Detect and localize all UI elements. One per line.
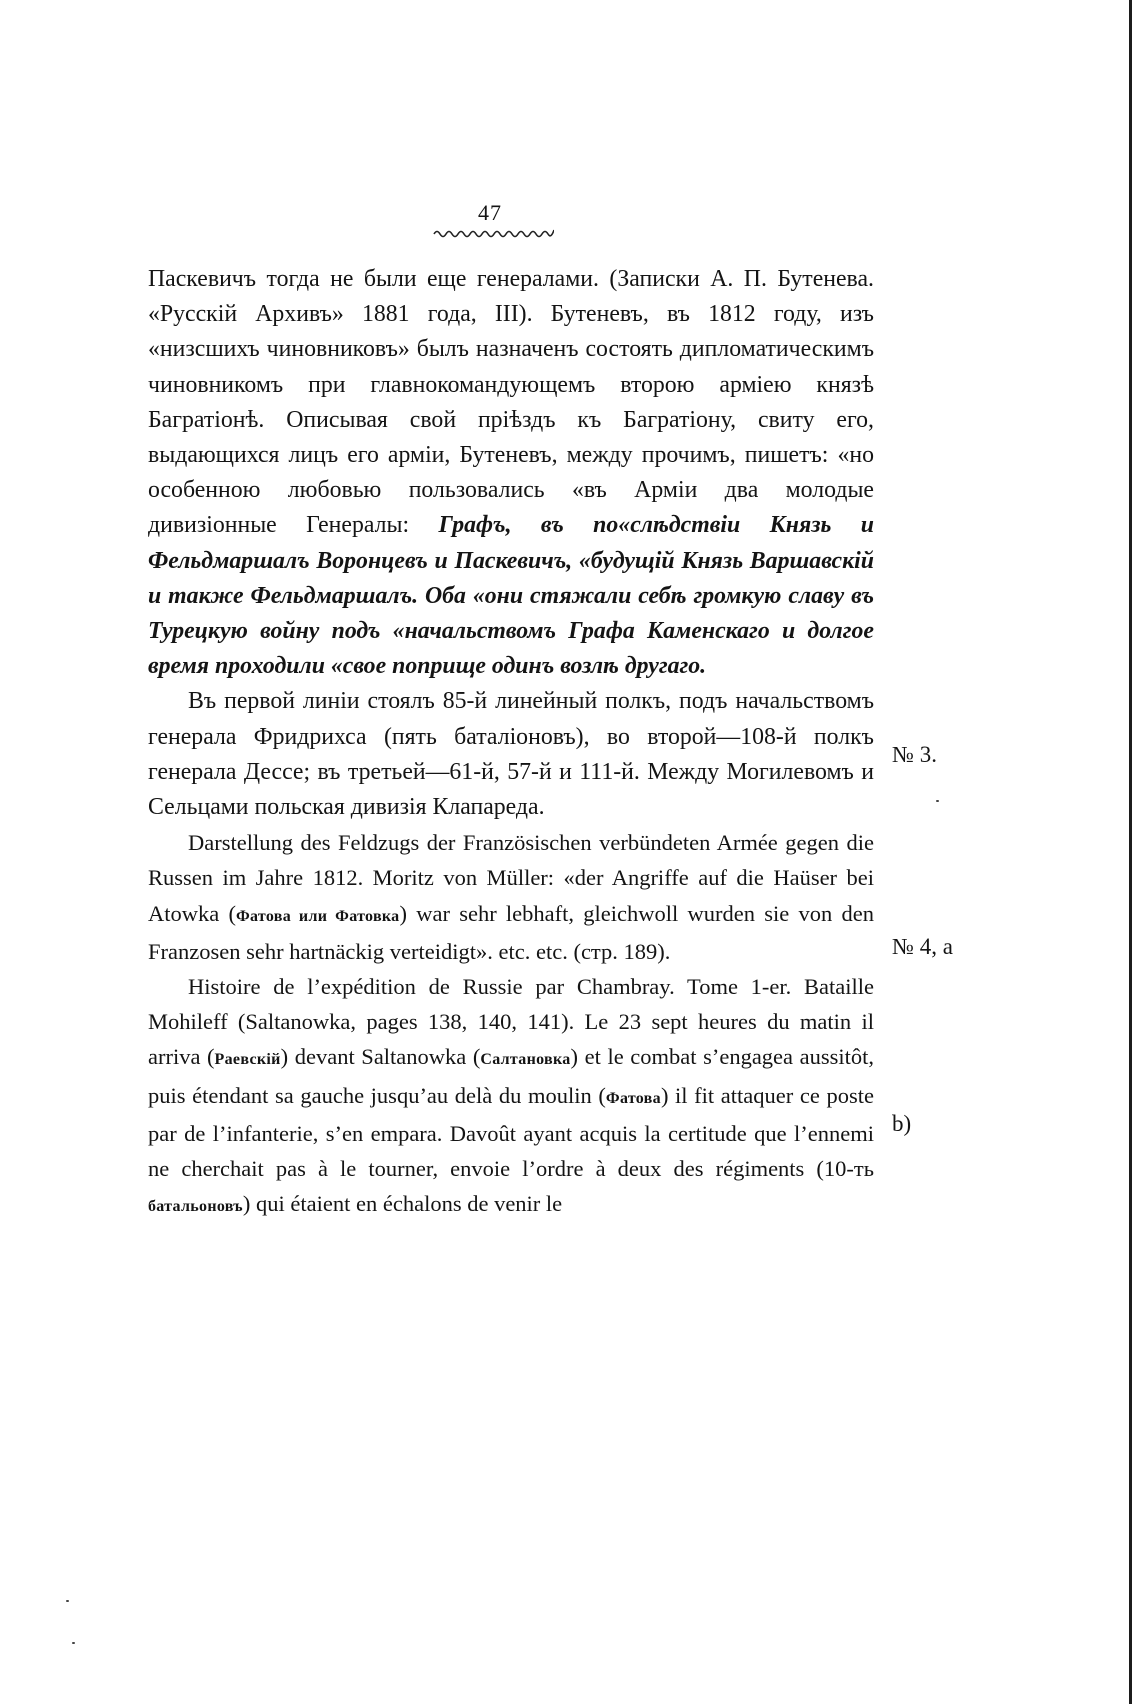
- cyrillic-inline: Салтановка: [480, 1051, 571, 1069]
- paragraph-chambray: Histoire de l’expédition de Russie par Chambray. Tome 1-er. Bataille Mohileff (Saltanowka, pages 138, 140, 141). Le 23 sept heures du matin il arriva (Раевскій) devant Saltanowka (Салтановка) et le combat s’engagea aussitôt, puis étendant sa gauche jusqu’au delà du moulin (Фатова) il fit attaquer ce poste par de l’infanterie, s’en empara. Davoût ayant acquis la certitude que l’ennemi ne cherchait pas à le tourner, envoie l’ordre à deux des régiments (10-ть батальоновъ) qui étaient en échalons de venir le: [148, 974, 874, 1217]
- cyrillic-inline: Раевскій: [214, 1051, 281, 1069]
- paragraph-butenev-notes: [148, 262, 874, 684]
- margin-note-3: № 3.: [892, 742, 937, 767]
- paragraph-text: Паскевичъ тогда не были еще генералами. (Записки А. П. Бутенева. «Русскій Архивъ» 1881 года, III). Бутеневъ, въ 1812 году, изъ «низсшихъ чиновниковъ» былъ назначенъ состоять дипломатическимъ чиновникомъ при главнокомандующемъ второю арміею князѣ Багратіонѣ. Описывая свой пріѣздъ къ Багратіону, свиту его, выдающихся лицъ его арміи, Бутеневъ, между прочимъ, пишетъ: «но особенною любовью пользовались «въ Арміи два молодые дивизіонные Генералы:: [148, 266, 874, 539]
- scan-speck: [936, 800, 939, 802]
- cyrillic-inline: Фатова: [605, 1089, 661, 1107]
- margin-note-b: b): [892, 1111, 912, 1136]
- ornament-wavy-rule: [432, 226, 554, 240]
- scan-edge-line: [1129, 0, 1132, 1704]
- page-number: 47: [478, 200, 502, 225]
- scan-speck: [72, 1642, 75, 1644]
- cyrillic-inline: батальоновъ: [148, 1198, 243, 1216]
- paragraph-first-line: Въ первой линіи стоялъ 85-й линейный полкъ, подъ начальствомъ генерала Фридрихса (пять баталіоновъ), во второй—108-й полкъ генерала Дессе; въ третьей—61-й, 57-й и 111-й. Между Могилевомъ и Сельцами польская дивизія Клапареда.: [148, 688, 874, 821]
- cyrillic-inline: Фатова или Фатовка: [235, 907, 400, 925]
- scan-speck: [66, 1600, 69, 1602]
- body-text: [148, 262, 874, 1224]
- paragraph-darstellung: Darstellung des Feldzugs der Französischen verbündeten Armée gegen die Russen im Jahre 1812. Moritz von Müller: «der Angriffe auf die Haüser bei Atowka (Фатова или Фатовка) war sehr lebhaft, gleichwoll wurden sie von den Franzosen sehr hartnäckig verteidigt». etc. etc. (стр. 189).: [148, 830, 874, 964]
- margin-note-4a: № 4, a: [892, 934, 953, 959]
- italic-quote: Графъ, въ по«слѣдствіи Князь и Фельдмаршалъ Воронцевъ и Паскевичъ, «будущій Князь Варшавскій и также Фельдмаршалъ. Оба «они стяжали себѣ громкую славу въ Турецкую войну подъ «начальствомъ Графа Каменскаго и долгое время проходили «свое поприще одинъ возлѣ другаго.: [148, 512, 874, 680]
